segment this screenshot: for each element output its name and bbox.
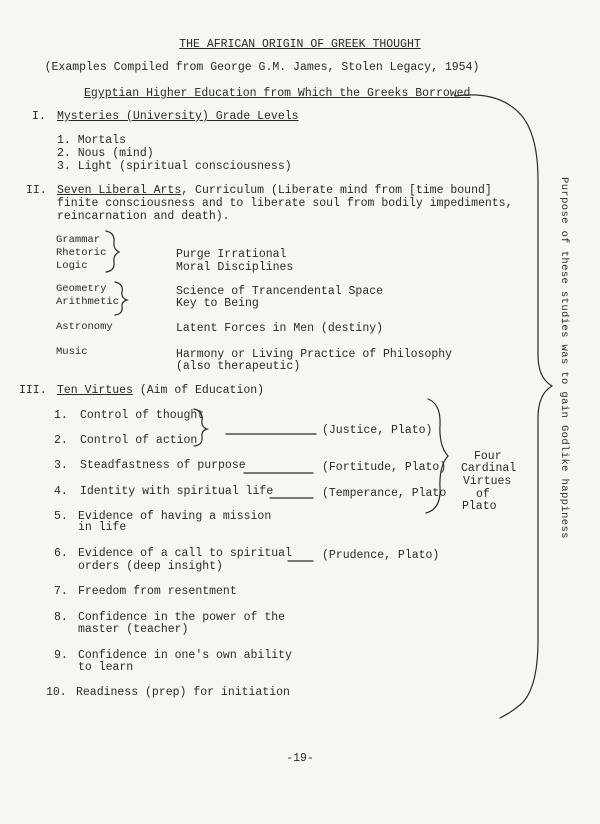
section-2-desc-3: reincarnation and death). [57,210,230,223]
art-astronomy: Astronomy [56,321,113,333]
virtue-number: 2. [54,434,68,447]
virtue-text: Readiness (prep) for initiation [76,686,290,699]
cardinal-brace [426,399,448,513]
art-grammar: Grammar [56,234,101,246]
art-logic: Logic [56,260,88,272]
section-2-desc-2: finite consciousness and to liberate soul from bodily impediments, [57,197,513,210]
section-heading: Egyptian Higher Education from Which the Greeks Borrowed [84,87,471,100]
document-title: THE AFRICAN ORIGIN OF GREEK THOUGHT [179,38,421,51]
art-therapeutic: (also therapeutic) [176,360,301,373]
trivium-brace [106,231,119,272]
plato-fortitude: (Fortitude, Plato) [322,461,447,474]
art-purge: Purge Irrational [176,248,287,261]
virtue-number: 10. [46,686,67,699]
grade-level-item: 1. Mortals [57,134,127,147]
section-2-desc-1: , Curriculum (Liberate mind from [time bound] [181,184,492,197]
purpose-brace [455,95,552,718]
virtue-number: 6. [54,547,68,560]
purpose-side-note: Purpose of these studies was to gain Godlike happiness [558,177,570,539]
virtue-number: 3. [54,459,68,472]
grade-level-item: 3. Light (spiritual consciousness) [57,160,292,173]
cardinal-label: Virtues [463,475,512,488]
virtue-number: 9. [54,649,68,662]
art-harmony: Harmony or Living Practice of Philosophy [176,348,453,361]
virtue-number: 1. [54,409,68,422]
section-3-number: III. [19,384,47,397]
virtue-text-cont: to learn [78,661,134,674]
virtue-text-cont: in life [78,521,127,534]
cardinal-label: Four [474,450,502,463]
quadrivium-brace [115,282,127,315]
virtue-text: Evidence of having a mission [78,510,272,523]
virtue-text: Control of action [80,434,198,447]
section-2-number: II. [26,184,47,197]
virtue-number: 5. [54,510,68,523]
art-science: Science of Trancendental Space [176,285,384,298]
section-2-title: Seven Liberal Arts [57,184,182,197]
virtue-text: Freedom from resentment [78,585,237,598]
art-latent: Latent Forces in Men (destiny) [176,322,384,335]
virtue-number: 4. [54,485,68,498]
section-1-title: Mysteries (University) Grade Levels [57,110,299,123]
virtue-text: Evidence of a call to spiritual [78,547,292,560]
virtue-text-cont: master (teacher) [78,623,189,636]
virtue-text: Steadfastness of purpose [80,459,246,472]
virtue-number: 7. [54,585,68,598]
grade-level-item: 2. Nous (mind) [57,147,154,160]
virtue-number: 8. [54,611,68,624]
page-number: -19- [286,752,314,765]
cardinal-label: Plato [462,500,497,513]
virtue-text: Control of thought [80,409,205,422]
cardinal-label: Cardinal [461,462,517,475]
section-3-aim: (Aim of Education) [132,384,265,397]
plato-temperance: (Temperance, Plato [322,487,447,500]
virtue-text: Confidence in the power of the [78,611,286,624]
art-key: Key to Being [176,297,259,310]
virtue-text: Identity with spiritual life [80,485,274,498]
art-rhetoric: Rhetoric [56,247,107,259]
plato-prudence: (Prudence, Plato) [322,549,440,562]
document-subtitle: (Examples Compiled from George G.M. James, Stolen Legacy, 1954) [44,61,480,74]
virtue-text-cont: orders (deep insight) [78,560,223,573]
section-3-title: Ten Virtues [57,384,133,397]
art-arithmetic: Arithmetic [56,296,120,308]
art-music: Music [56,346,88,358]
art-moral: Moral Disciplines [176,261,294,274]
section-1-number: I. [32,110,46,123]
virtue-text: Confidence in one's own ability [78,649,292,662]
plato-justice: (Justice, Plato) [322,424,433,437]
cardinal-label: of [476,488,490,501]
virtue-brace [194,409,207,446]
art-geometry: Geometry [56,283,107,295]
